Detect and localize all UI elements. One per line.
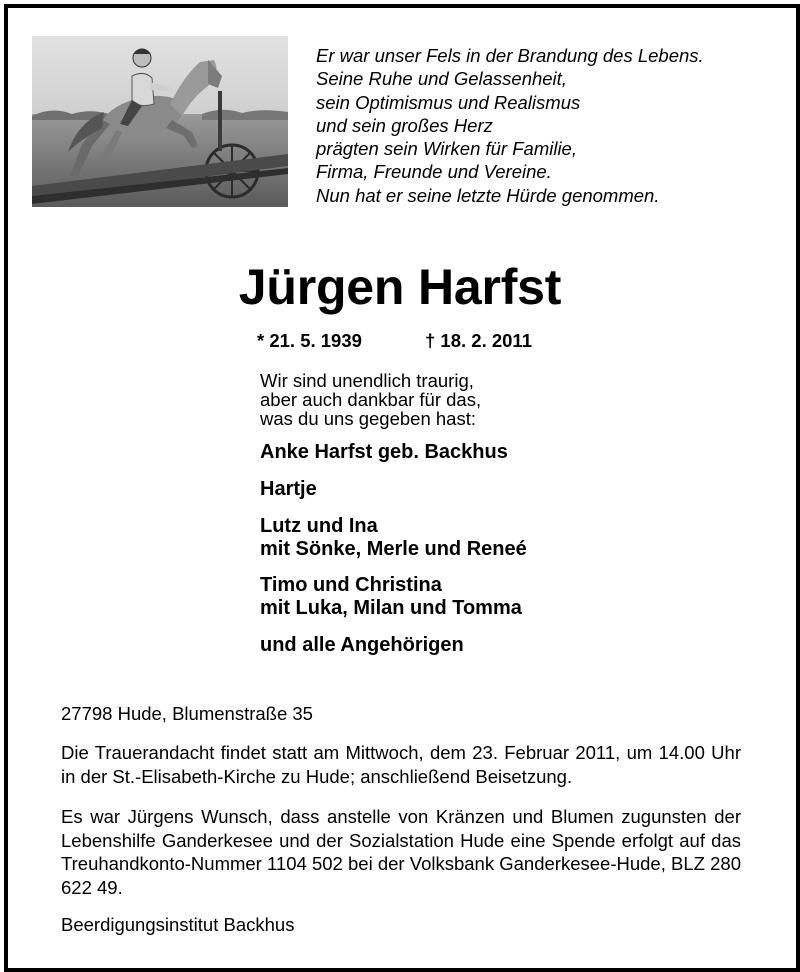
undertaker: Beerdigungsinstitut Backhus [61, 914, 295, 935]
poem-line: Firma, Freunde und Vereine. [316, 161, 552, 183]
rider-on-horse-jumping-fence-photo [32, 36, 288, 207]
poem-line: und sein großes Herz [316, 114, 493, 136]
death-date: † 18. 2. 2011 [425, 330, 532, 351]
mourner-line: mit Luka, Milan und Tomma [260, 597, 522, 619]
poem-line: Nun hat er seine letzte Hürde genommen. [316, 184, 660, 206]
mourner-line: Lutz und Ina [260, 515, 378, 537]
mourner-line: und alle Angehörigen [260, 634, 464, 656]
poem-line: prägten sein Wirken für Familie, [316, 138, 577, 160]
mourner-group [260, 574, 522, 620]
mourner-group [260, 515, 527, 561]
address: 27798 Hude, Blumenstraße 35 [61, 703, 313, 724]
mourner-line: Timo und Christina [260, 574, 442, 596]
mourner-line: Hartje [260, 478, 317, 500]
funeral-service-text: Die Trauerandacht findet statt am Mittwoch, dem 23. Februar 2011, um 14.00 Uhr in der St.-Elisabeth-Kirche zu Hude; anschließend Beisetzung. [61, 742, 741, 787]
thanks-text [260, 371, 481, 428]
mourner-group [260, 478, 317, 501]
thanks-line: aber auch dankbar für das, [260, 389, 482, 410]
thanks-line: was du uns gegeben hast: [260, 408, 476, 429]
poem-line: Seine Ruhe und Gelassenheit, [316, 68, 567, 90]
mourner-line: mit Sönke, Merle und Reneé [260, 538, 527, 560]
poem-line: Er war unser Fels in der Brandung des Lebens. [316, 45, 704, 66]
mourner-line: Anke Harfst geb. Backhus [260, 441, 508, 463]
donation-text: Es war Jürgens Wunsch, dass anstelle von Kränzen und Blumen zugunsten der Lebenshilfe Ganderkesee und der Sozialstation Hude eine Spende erfolgt auf das Treuhandkonto-Nummer 1104 502 bei der Volksbank Ganderkesee-Hude, BLZ 280 622 49. [61, 806, 741, 898]
poem-line: sein Optimismus und Realismus [316, 91, 581, 113]
birth-date: * 21. 5. 1939 [257, 330, 362, 351]
deceased-name: Jürgen Harfst [238, 259, 562, 315]
mourner-group [260, 634, 464, 657]
mourner-group [260, 441, 508, 464]
thanks-line: Wir sind unendlich traurig, [260, 370, 474, 391]
poem [316, 44, 704, 207]
